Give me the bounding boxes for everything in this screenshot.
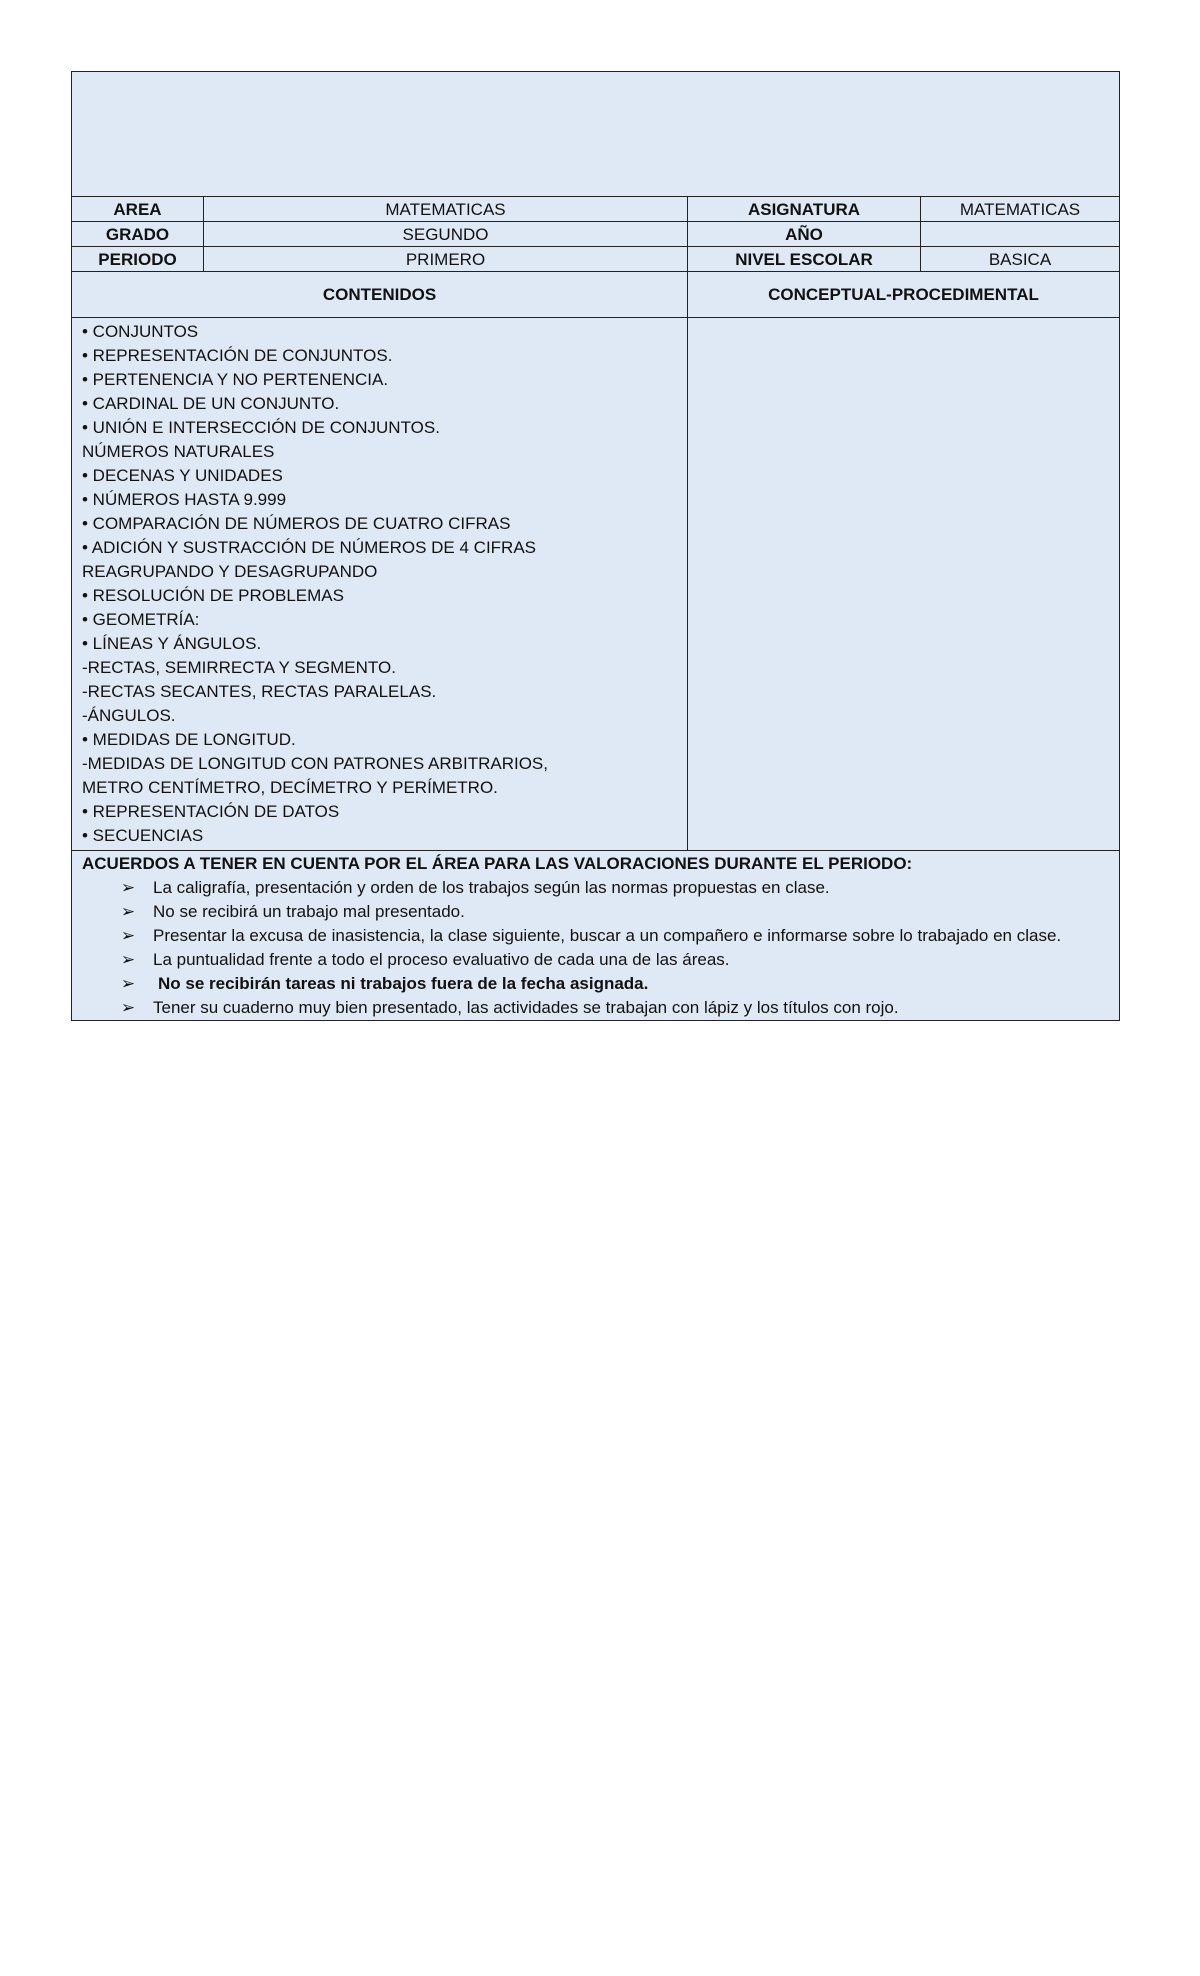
arrow-bullet-icon: ➢	[120, 998, 136, 1017]
content-item: -MEDIDAS DE LONGITUD CON PATRONES ARBITRARIOS,	[82, 754, 548, 773]
agreement-item	[82, 876, 1109, 900]
header-box	[72, 72, 1120, 197]
nivel-value: BASICA	[921, 247, 1120, 272]
content-item: • RESOLUCIÓN DE PROBLEMAS	[82, 586, 344, 605]
content-item: • GEOMETRÍA:	[82, 610, 200, 629]
contents-list	[82, 320, 677, 848]
contenidos-header: CONTENIDOS	[72, 272, 688, 318]
content-item: METRO CENTÍMETRO, DECÍMETRO Y PERÍMETRO.	[82, 778, 498, 797]
content-item: • COMPARACIÓN DE NÚMEROS DE CUATRO CIFRAS	[82, 514, 511, 533]
content-item: -RECTAS, SEMIRRECTA Y SEGMENTO.	[82, 658, 396, 677]
grado-label: GRADO	[72, 222, 204, 247]
content-item: • UNIÓN E INTERSECCIÓN DE CONJUNTOS.	[82, 418, 440, 437]
content-item: • NÚMEROS HASTA 9.999	[82, 490, 287, 509]
content-item: • PERTENENCIA Y NO PERTENENCIA.	[82, 370, 389, 389]
asignatura-label: ASIGNATURA	[688, 197, 921, 222]
agreement-item	[82, 948, 1109, 972]
agreement-text: La puntualidad frente a todo el proceso evaluativo de cada una de las áreas.	[153, 950, 730, 969]
content-item: • MEDIDAS DE LONGITUD.	[82, 730, 296, 749]
content-item: NÚMEROS NATURALES	[82, 442, 275, 461]
contents-cell	[72, 318, 688, 851]
arrow-bullet-icon: ➢	[120, 878, 136, 897]
arrow-bullet-icon: ➢	[120, 902, 136, 921]
content-item: • CARDINAL DE UN CONJUNTO.	[82, 394, 340, 413]
conceptual-header: CONCEPTUAL-PROCEDIMENTAL	[688, 272, 1120, 318]
agreements-row	[72, 851, 1120, 1021]
agreement-text: No se recibirán tareas ni trabajos fuera de la fecha asignada.	[158, 974, 649, 993]
anio-label: AÑO	[688, 222, 921, 247]
agreement-text: No se recibirá un trabajo mal presentado.	[153, 902, 465, 921]
periodo-value: PRIMERO	[204, 247, 688, 272]
nivel-label: NIVEL ESCOLAR	[688, 247, 921, 272]
arrow-bullet-icon: ➢	[120, 926, 136, 945]
arrow-bullet-icon: ➢	[120, 974, 136, 993]
info-row-area	[72, 197, 1120, 222]
agreement-item	[82, 924, 1109, 948]
content-item: -ÁNGULOS.	[82, 706, 176, 725]
periodo-label: PERIODO	[72, 247, 204, 272]
agreement-text: Presentar la excusa de inasistencia, la clase siguiente, buscar a un compañero e informarse sobre lo trabajado en clase.	[153, 926, 1062, 945]
arrow-bullet-icon: ➢	[120, 950, 136, 969]
content-row	[72, 318, 1120, 851]
content-item: • CONJUNTOS	[82, 322, 199, 341]
info-row-grado	[72, 222, 1120, 247]
agreement-item	[82, 900, 1109, 924]
conceptual-cell	[688, 318, 1120, 851]
agreements-cell	[72, 851, 1120, 1021]
grado-value: SEGUNDO	[204, 222, 688, 247]
section-header-row	[72, 272, 1120, 318]
agreement-text: Tener su cuaderno muy bien presentado, las actividades se trabajan con lápiz y los títulos con rojo.	[153, 998, 899, 1017]
content-item: • DECENAS Y UNIDADES	[82, 466, 283, 485]
agreement-text: La caligrafía, presentación y orden de los trabajos según las normas propuestas en clase.	[153, 878, 830, 897]
content-item: • REPRESENTACIÓN DE DATOS	[82, 802, 340, 821]
agreement-item	[82, 972, 1109, 996]
content-item: • SECUENCIAS	[82, 826, 204, 845]
info-row-periodo	[72, 247, 1120, 272]
agreements-list	[82, 876, 1109, 1020]
content-item: • LÍNEAS Y ÁNGULOS.	[82, 634, 262, 653]
anio-value	[921, 222, 1120, 247]
content-item: REAGRUPANDO Y DESAGRUPANDO	[82, 562, 378, 581]
agreement-item	[82, 996, 1109, 1020]
content-item: -RECTAS SECANTES, RECTAS PARALELAS.	[82, 682, 437, 701]
content-item: • ADICIÓN Y SUSTRACCIÓN DE NÚMEROS DE 4 CIFRAS	[82, 538, 537, 557]
area-value: MATEMATICAS	[204, 197, 688, 222]
content-item: • REPRESENTACIÓN DE CONJUNTOS.	[82, 346, 393, 365]
asignatura-value: MATEMATICAS	[921, 197, 1120, 222]
planning-sheet	[71, 71, 1120, 1021]
area-label: AREA	[72, 197, 204, 222]
agreements-title: ACUERDOS A TENER EN CUENTA POR EL ÁREA PARA LAS VALORACIONES DURANTE EL PERIODO:	[82, 854, 913, 873]
